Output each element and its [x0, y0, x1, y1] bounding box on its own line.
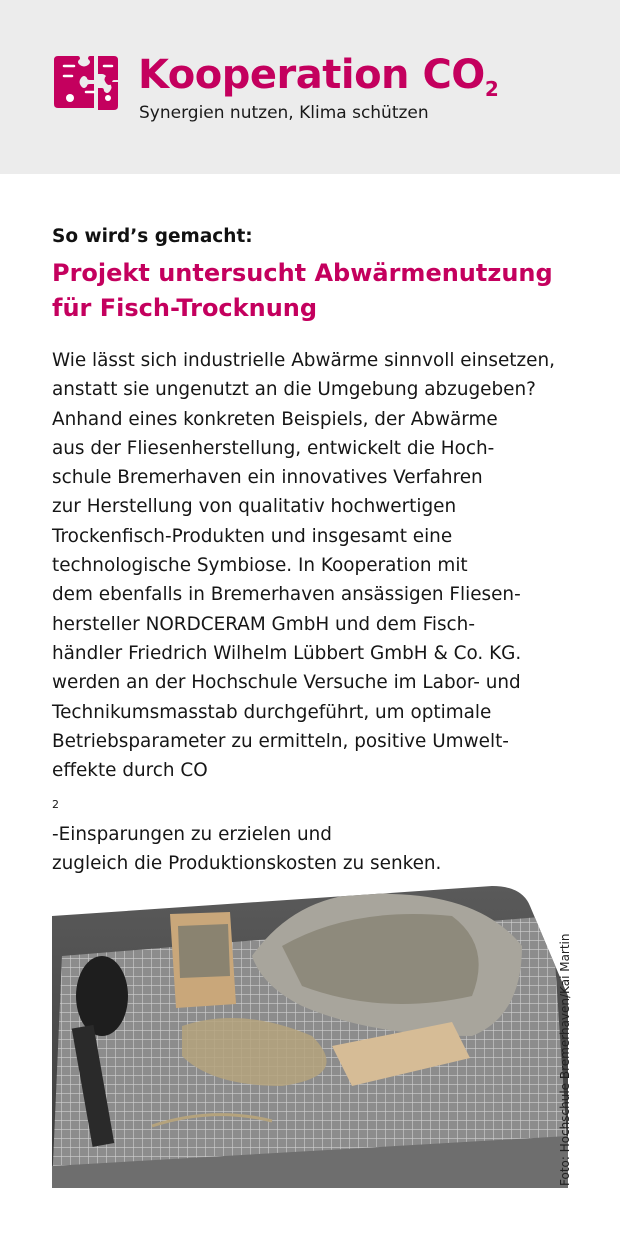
body-line: werden an der Hochschule Versuche im Labor- und [52, 672, 521, 694]
body-line: Betriebsparameter zu ermitteln, positive Umwelt- [52, 730, 509, 752]
brand-subscript: 2 [484, 77, 499, 101]
brand-title: Kooperation $CO_2$ [138, 52, 499, 101]
body-line: Anhand eines konkreten Beispiels, der Abwärme [52, 408, 498, 430]
headline-line: Projekt untersucht Abwärmenutzung [52, 259, 553, 287]
body-line: schule Bremerhaven ein innovatives Verfahren [52, 467, 483, 489]
body-line: technologische Symbiose. In Kooperation mit [52, 555, 468, 577]
article-body [52, 346, 612, 878]
body-line: Wie lässt sich industrielle Abwärme sinnvoll einsetzen, [52, 350, 555, 371]
brand-tagline: Synergien nutzen, Klima schützen [139, 103, 429, 123]
article-headline [52, 256, 592, 326]
body-line: zugleich die Produktionskosten zu senken. [52, 853, 442, 875]
headline-line: für Fisch-Trocknung [52, 294, 318, 322]
body-line: Technikumsmasstab durchgeführt, um optimale [52, 701, 492, 723]
body-line: händler Friedrich Wilhelm Lübbert GmbH & Co. KG. [52, 642, 522, 664]
body-line: dem ebenfalls in Bremerhaven ansässigen Fliesen- [52, 584, 521, 606]
body-line-co2: effekte durch CO $_2$ -Einsparungen zu erzielen und [52, 760, 332, 845]
fish-drying-photo [52, 886, 568, 1188]
photo-credit: Foto: Hochschule Bremerhaven/Kai Martin [558, 933, 572, 1186]
body-line: zur Herstellung von qualitativ hochwertigen [52, 496, 457, 518]
puzzle-pieces-icon [50, 52, 122, 116]
body-line: Trockenfisch-Produkten und insgesamt eine [52, 525, 453, 547]
body-line: anstatt sie ungenutzt an die Umgebung abzugeben? [52, 379, 536, 401]
co2-subscript: 2 [52, 798, 59, 812]
body-line: aus der Fliesenherstellung, entwickelt die Hoch- [52, 437, 495, 459]
body-line: hersteller NORDCERAM GmbH und dem Fisch- [52, 613, 475, 635]
kicker-text: So wird’s gemacht: [52, 226, 253, 247]
header-banner [0, 0, 620, 174]
